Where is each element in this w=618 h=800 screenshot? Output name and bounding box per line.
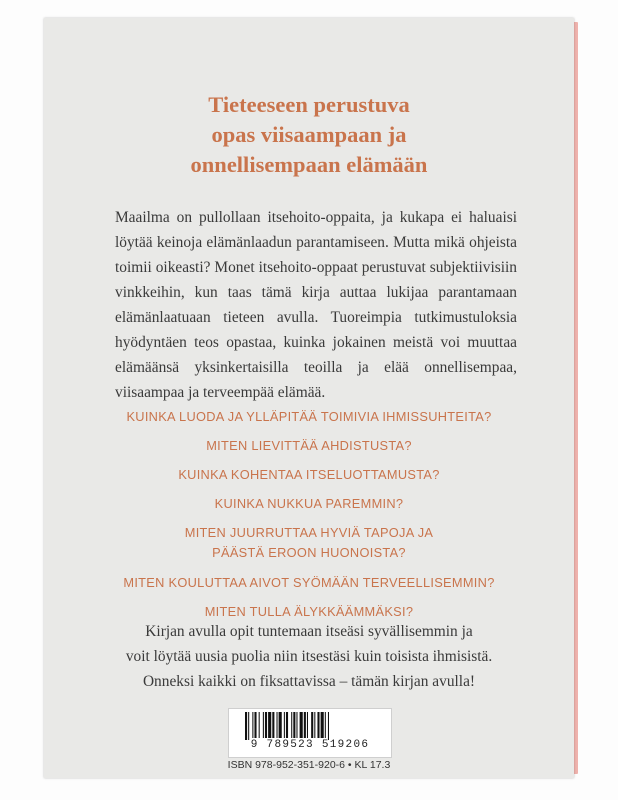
barcode-bar	[293, 712, 295, 738]
question-self-confidence: KUINKA KOHENTAA ITSELUOTTAMUSTA?	[178, 467, 440, 482]
headline	[44, 90, 574, 180]
question-habits-line-1: MITEN JUURRUTTAA HYVIÄ TAPOJA JA	[184, 525, 434, 540]
intro-paragraph: Maailma on pullollaan itsehoito-oppaita, ja kukapa ei haluaisi löytää keinoja elämänlaadun parantamiseen. Mutta mikä ohjeista toimii oikeasti? Monet itsehoito-oppaat perustuvat subjektiivisiin vinkkeihin, kun taas tämä kirja auttaa lukijaa parantamaan elämänlaatuaan tieteen avulla. Tuoreimpia tutkimustuloksia hyödyntäen teos opastaa, kuinka jokainen meistä voi muuttaa elämäänsä yksinkertaisilla teoilla ja elää onnellisempaa, viisaampaa ja terveempää elämää.	[115, 209, 517, 401]
headline-line-3: onnellisempaan elämään	[190, 152, 428, 177]
barcode-bar	[325, 712, 326, 738]
question-habits-line-2: PÄÄSTÄ EROON HUONOISTA?	[212, 545, 406, 560]
headline-line-1: Tieteeseen perustuva	[208, 92, 410, 117]
book-back-cover	[44, 18, 574, 778]
isbn-line: ISBN 978-952-351-920-6 • KL 17.3	[227, 759, 391, 771]
barcode-bar	[279, 712, 282, 738]
barcode-bar	[286, 712, 288, 738]
barcode-bar	[291, 712, 292, 738]
question-sleep: KUINKA NUKKUA PAREMMIN?	[214, 496, 404, 511]
headline-line-2: opas viisaampaan ja	[211, 122, 407, 147]
outro-line-1: Kirjan avulla opit tuntemaan itseäsi syvällisemmin ja	[145, 623, 473, 640]
barcode-bar	[317, 712, 319, 738]
barcode-bar	[248, 712, 249, 740]
outro-paragraph	[44, 619, 574, 694]
barcode-bar	[259, 712, 260, 738]
outro-line-2: voit löytää uusia puolia niin itsestäsi kuin toisista ihmisistä.	[125, 648, 493, 665]
barcode-bar	[328, 712, 329, 740]
barcode-bar	[268, 712, 271, 738]
barcode-bar	[300, 712, 303, 738]
barcode-bar	[272, 712, 274, 738]
barcode-bar	[265, 712, 267, 738]
barcode-bars	[245, 712, 375, 740]
barcode-bar	[277, 712, 278, 738]
question-intelligence: MITEN TULLA ÄLYKKÄÄMMÄKSI?	[204, 604, 414, 619]
barcode-bar	[311, 712, 313, 738]
barcode-bar	[321, 712, 324, 738]
barcode-bar	[314, 712, 315, 738]
barcode-bar	[304, 712, 306, 738]
question-relationships: KUINKA LUODA JA YLLÄPITÄÄ TOIMIVIA IHMISSUHTEITA?	[126, 409, 492, 424]
barcode-bar	[245, 712, 247, 740]
barcode-bar	[307, 712, 308, 738]
outro-line-3: Onneksi kaikki on fiksattavissa – tämän kirjan avulla!	[142, 673, 476, 690]
question-healthy-eating: MITEN KOULUTTAA AIVOT SYÖMÄÄN TERVEELLISEMMIN?	[123, 575, 495, 590]
question-anxiety: MITEN LIEVITTÄÄ AHDISTUSTA?	[206, 438, 412, 453]
barcode-bar	[284, 712, 285, 738]
barcode-bar	[296, 712, 297, 738]
barcode-bar	[254, 712, 256, 738]
barcode-bar	[263, 712, 264, 738]
barcode-digits: 9 789523 519206	[250, 739, 370, 751]
barcode	[228, 708, 392, 758]
barcode-bar	[252, 712, 253, 738]
